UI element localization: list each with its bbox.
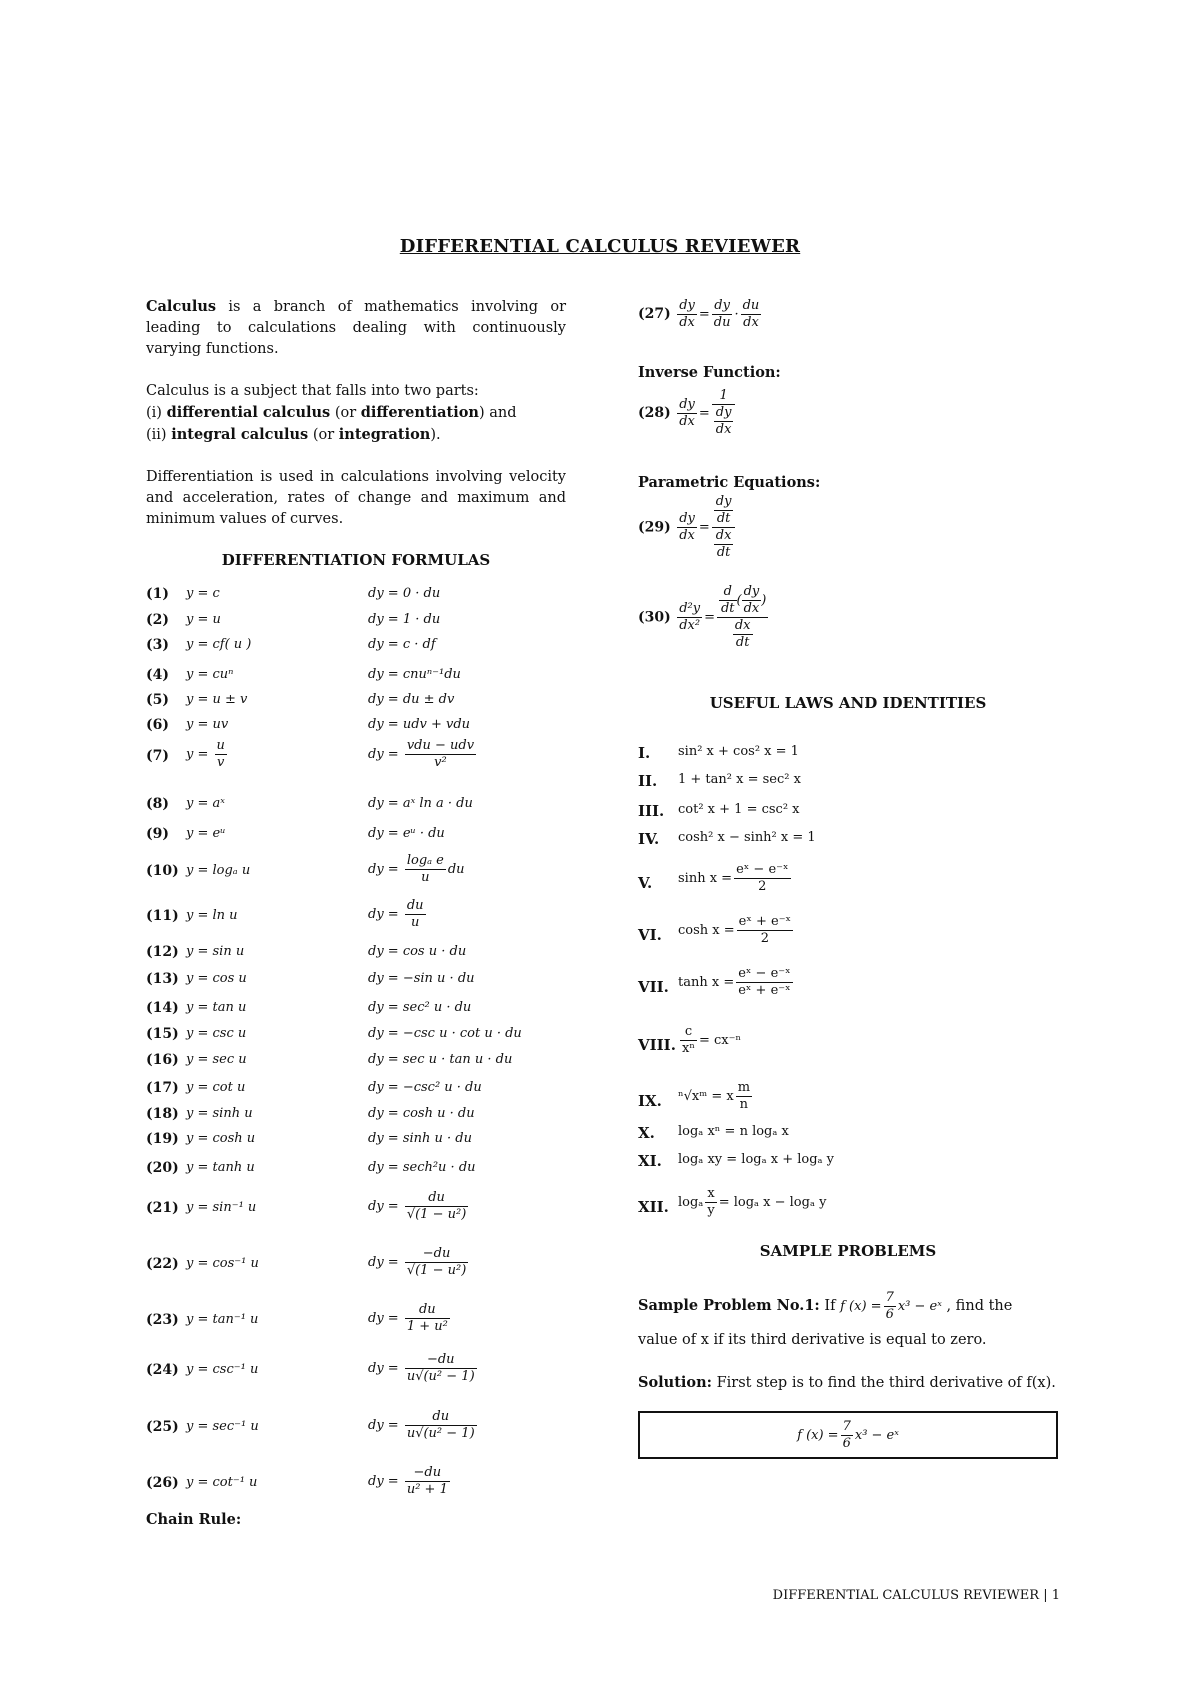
identity-expression [678, 862, 793, 895]
identity-expression: logₐ xy = logₐ x + logₐ y [678, 1152, 835, 1167]
formula-lhs: y = cot u [186, 1080, 246, 1095]
intro-text-2: Calculus is a subject that falls into two parts: [146, 383, 479, 399]
frac-num: eˣ − e⁻ˣ [736, 862, 789, 877]
identity-number: IV. [638, 830, 660, 848]
formula-rhs: dy = sec u · tan u · du [368, 1052, 513, 1067]
identity-rhs: = cx⁻ⁿ [698, 1033, 742, 1048]
frac-den: eˣ + e⁻ˣ [738, 983, 791, 998]
sample-fx: f (x) = [840, 1299, 882, 1314]
identity-rhs: = logₐ x − logₐ y [718, 1195, 827, 1210]
identity-number: V. [638, 874, 653, 892]
intro-paragraph-2 [146, 381, 566, 446]
identity-expression [678, 966, 795, 999]
frac-den: u√(u² − 1) [406, 1369, 475, 1384]
samples-heading: SAMPLE PROBLEMS [759, 1242, 937, 1260]
frac-num: logₐ e [406, 853, 444, 868]
frac-num: 1 [712, 388, 736, 405]
formula-rhs: dy = aˣ ln a · du [368, 796, 473, 811]
frac-num: u [216, 738, 225, 753]
frac-num: c [680, 1024, 697, 1041]
sample-label: Sample Problem No.1: [638, 1297, 820, 1314]
part-i-prefix: (i) [146, 405, 167, 421]
formula-rhs: dy = c · df [368, 637, 436, 652]
formula-lhs: y = tan⁻¹ u [186, 1312, 259, 1327]
frac-num: −du [405, 1246, 468, 1263]
identity-lhs: ⁿ√xᵐ = x [678, 1089, 734, 1104]
formula-27: (27) $\frac{dy}{dx}$ = $\frac{dy}{du}$ · $\frac{du}{dx}$ [638, 298, 760, 330]
frac-den: 2 [760, 931, 769, 946]
sample-text-b: , find the [941, 1298, 1013, 1314]
identity-expression: cot² x + 1 = csc² x [678, 802, 800, 817]
frac-den: dx [679, 413, 695, 429]
frac-num: dx [734, 618, 751, 633]
part-ii-term2: integration [338, 426, 431, 443]
identity-number: VII. [638, 978, 669, 996]
formula-rhs: dy = cos u · du [368, 944, 467, 959]
solution-label: Solution: [638, 1374, 712, 1391]
formula-number: (9) [146, 826, 169, 842]
formula-lhs: y = sinh u [186, 1106, 253, 1121]
boxed-lhs: f (x) = [797, 1428, 839, 1443]
identity-lhs: logₐ [678, 1195, 704, 1210]
formula-number: (26) [146, 1475, 179, 1491]
formula-lhs: y = u [186, 612, 221, 627]
formula-number: (17) [146, 1080, 179, 1096]
frac-num: d [719, 584, 737, 601]
formula-rhs-tail: du [447, 862, 465, 877]
identity-expression [678, 914, 795, 947]
intro-paragraph-3: Differentiation is used in calculations involving velocity and acceleration, rates of change and maximum and minimum values of curves. [146, 469, 566, 527]
intro-text-1: is a branch of mathematics involving or leading to calculations dealing with continuously varying functions. [146, 299, 566, 357]
formula-lhs: y = ln u [186, 908, 238, 923]
formula-rhs: dy = −csc u · cot u · du [368, 1026, 522, 1041]
formula-number: (28) [638, 405, 671, 421]
identity-lhs: cosh x = [678, 923, 735, 938]
formulas-heading: DIFFERENTIATION FORMULAS [221, 551, 491, 569]
identity-expression [678, 1186, 826, 1219]
identity-expression: cosh² x − sinh² x = 1 [678, 830, 816, 845]
frac-num: vdu − udv [406, 738, 475, 753]
formula-rhs: dy = cosh u · du [368, 1106, 475, 1121]
formula-rhs: dy = $\frac{du}{\text{u√(u² − 1)}}$ [368, 1409, 475, 1441]
formula-lhs: y = tanh u [186, 1160, 255, 1175]
formula-rhs: dy = $\frac{-du}{\text{√(1 − u²)}}$ [368, 1246, 467, 1278]
parametric-label: Parametric Equations: [638, 474, 821, 491]
formula-number: (19) [146, 1131, 179, 1147]
formula-lhs: y = logₐ u [186, 863, 251, 878]
frac-num: 7 [842, 1419, 851, 1434]
formula-lhs: y = tan u [186, 1000, 247, 1015]
formula-rhs: dy = $\frac{du}{\text{√(1 − u²)}}$ [368, 1190, 467, 1222]
boxed-equation [638, 1411, 1058, 1459]
formula-number: (10) [146, 863, 179, 879]
frac-den: 2 [758, 879, 767, 894]
frac-den: u [410, 915, 420, 930]
formula-lhs: y = sec u [186, 1052, 247, 1067]
formula-rhs: dy = sec² u · du [368, 1000, 472, 1015]
frac-den: dx [743, 601, 760, 616]
formula-number: (27) [638, 306, 671, 322]
frac-den: u² + 1 [406, 1482, 448, 1497]
formula-lhs: y = cuⁿ [186, 667, 234, 682]
frac-den: y [707, 1203, 715, 1218]
frac-den: dt [716, 511, 731, 526]
formula-rhs: dy = 1 · du [368, 612, 441, 627]
identity-lhs: sinh x = [678, 871, 733, 886]
part-i-end: ) and [478, 405, 517, 421]
part-ii-mid: (or [308, 427, 339, 443]
formula-number: (1) [146, 586, 169, 602]
formula-lhs: y = cos u [186, 971, 247, 986]
intro-section [146, 296, 566, 569]
formula-rhs: dy = $\frac{du}{u}$ [368, 898, 424, 930]
formula-number: (24) [146, 1362, 179, 1378]
formula-number: (4) [146, 667, 169, 683]
formula-rhs: dy = $\frac{\text{logₐ e}}{u}$ du [368, 853, 465, 885]
frac-num: eˣ + e⁻ˣ [738, 914, 792, 929]
formula-rhs: dy = eᵘ · du [368, 826, 445, 841]
frac-den: 1 + u² [406, 1319, 448, 1334]
solution-text: First step is to find the third derivative of f(x). [711, 1375, 1056, 1391]
sample-problem-1-line2: value of x if its third derivative is equal to zero. [638, 1332, 987, 1348]
frac-den: dx [743, 315, 759, 330]
formula-lhs: y = sin u [186, 944, 245, 959]
formula-rhs: dy = $\frac{\text{vdu − udv}}{\text{v²}}$ [368, 738, 475, 770]
frac-num: du [405, 1190, 468, 1207]
part-ii-end: ). [430, 427, 441, 443]
part-ii [146, 424, 566, 446]
formula-number: (18) [146, 1106, 179, 1122]
formula-number: (12) [146, 944, 179, 960]
formula-rhs: dy = $\frac{-du}{\text{u² + 1}}$ [368, 1465, 448, 1497]
identity-number: IX. [638, 1092, 662, 1110]
frac-num: dy [715, 494, 732, 509]
formula-rhs: dy = $\frac{-du}{\text{u√(u² − 1)}}$ [368, 1352, 475, 1384]
frac-den: v [217, 755, 225, 770]
formula-rhs: dy = $\frac{du}{\text{1 + u²}}$ [368, 1302, 448, 1334]
frac-num: −du [405, 1352, 477, 1369]
formula-number: (2) [146, 612, 169, 628]
formula-lhs: y = cot⁻¹ u [186, 1475, 258, 1490]
frac-num: dy [679, 298, 695, 313]
formula-lhs: y = eᵘ [186, 826, 226, 841]
sample-fx-tail: x³ − eˣ [897, 1299, 942, 1314]
solution-line [638, 1372, 1056, 1394]
frac-num: dy [715, 405, 732, 420]
inverse-function-label: Inverse Function: [638, 364, 781, 381]
part-ii-term: integral calculus [171, 426, 309, 443]
frac-den: v² [434, 755, 447, 770]
formula-lhs: y = aˣ [186, 796, 225, 811]
intro-paragraph-1 [146, 296, 566, 360]
frac-den: dx [679, 528, 695, 543]
part-i-mid: (or [330, 405, 361, 421]
frac-num: du [742, 298, 760, 313]
formula-number: (3) [146, 637, 169, 653]
frac-num: dy [679, 511, 695, 526]
frac-den: dt [720, 601, 735, 616]
frac-den: 6 [885, 1307, 894, 1322]
formula-lhs: y = u ± v [186, 692, 248, 707]
identity-expression: logₐ xⁿ = n logₐ x [678, 1124, 789, 1139]
sample-problem-1 [638, 1290, 1078, 1323]
page-title: DIFFERENTIAL CALCULUS REVIEWER [399, 236, 801, 257]
identity-expression: sin² x + cos² x = 1 [678, 744, 799, 759]
frac-num: d²y [679, 601, 701, 616]
identity-expression: 1 + tan² x = sec² x [678, 772, 801, 787]
chain-rule-label: Chain Rule: [146, 1511, 242, 1528]
frac-den: dt [716, 545, 731, 560]
formula-number: (30) [638, 609, 671, 626]
identity-expression [678, 1024, 741, 1057]
part-ii-prefix: (ii) [146, 427, 172, 443]
frac-den: √(1 − u²) [406, 1207, 467, 1222]
formula-number: (14) [146, 1000, 179, 1016]
frac-num: −du [405, 1465, 450, 1482]
formula-rhs: dy = sech²u · du [368, 1160, 476, 1175]
identity-number: VIII. [638, 1036, 676, 1054]
formula-lhs: y = csc u [186, 1026, 247, 1041]
frac-num: x [705, 1186, 716, 1203]
formula-lhs: y = c [186, 586, 220, 601]
frac-den: dt [735, 635, 750, 650]
formula-number: (11) [146, 908, 179, 924]
formula-number: (16) [146, 1052, 179, 1068]
frac-den: dx [715, 422, 732, 437]
formula-number: (22) [146, 1256, 179, 1272]
formula-lhs: y = sec⁻¹ u [186, 1419, 259, 1434]
frac-den: xⁿ [682, 1041, 695, 1056]
formula-number: (8) [146, 796, 169, 812]
formula-number: (13) [146, 971, 179, 987]
page-footer: DIFFERENTIAL CALCULUS REVIEWER | 1 [772, 1588, 1060, 1603]
formula-rhs: dy = cnuⁿ⁻¹du [368, 667, 461, 682]
calculus-term: Calculus [146, 298, 217, 315]
frac-num: du [406, 898, 424, 913]
sample-text: If [819, 1298, 841, 1314]
frac-num: m [737, 1080, 751, 1095]
frac-den: u√(u² − 1) [406, 1426, 475, 1441]
formula-rhs: dy = sinh u · du [368, 1131, 472, 1146]
frac-num: eˣ − e⁻ˣ [738, 966, 791, 981]
frac-den: n [739, 1097, 749, 1112]
formula-number: (6) [146, 717, 169, 733]
formula-29: (29) $\frac{dy}{dx}$ = $\frac{\frac{dy}{dt}}{\frac{dx}{dt}}$ [638, 494, 737, 561]
frac-num: dx [715, 528, 732, 543]
frac-den: dx [679, 315, 695, 330]
identity-number: II. [638, 772, 658, 790]
identity-number: I. [638, 744, 651, 762]
identity-number: VI. [638, 926, 662, 944]
identity-number: XI. [638, 1152, 662, 1170]
formula-lhs: y = sin⁻¹ u [186, 1200, 257, 1215]
frac-num: 7 [885, 1290, 894, 1305]
formula-rhs: dy = −csc² u · du [368, 1080, 482, 1095]
identity-lhs: tanh x = [678, 975, 735, 990]
formula-28: (28) $\frac{dy}{dx}$ = $\frac{1}{\frac{dy}{dx}}$ [638, 388, 737, 438]
formula-lhs: y = csc⁻¹ u [186, 1362, 259, 1377]
boxed-expr [640, 1419, 1056, 1452]
frac-num: dy [679, 396, 695, 412]
frac-den: dx² [679, 618, 701, 633]
formula-number: (20) [146, 1160, 179, 1176]
formula-lhs: y = uv [186, 717, 229, 732]
identity-number: III. [638, 802, 665, 820]
formula-lhs: y = cf( u ) [186, 637, 252, 652]
formula-number: (25) [146, 1419, 179, 1435]
part-i [146, 402, 566, 424]
identity-number: X. [638, 1124, 655, 1142]
laws-heading: USEFUL LAWS AND IDENTITIES [709, 694, 987, 712]
formula-number: (21) [146, 1200, 179, 1216]
frac-num: du [405, 1302, 450, 1319]
identity-number: XII. [638, 1198, 669, 1216]
formula-rhs: dy = 0 · du [368, 586, 441, 601]
formula-number: (7) [146, 748, 169, 764]
identity-expression [678, 1080, 754, 1113]
boxed-tail: x³ − eˣ [854, 1428, 899, 1443]
formula-rhs: dy = du ± dv [368, 692, 455, 707]
formula-number: (5) [146, 692, 169, 708]
formula-number: (23) [146, 1312, 179, 1328]
frac-den: √(1 − u²) [406, 1263, 467, 1278]
formula-lhs: y = $\frac{u}{v}$ [186, 738, 225, 770]
formula-30: (30) $\frac{\text{d²y}}{\text{dx²}}$ = $\frac{d}{dt}$ ( $\frac{dy}{dx}$ ) $\frac{dx}{dt}$ [638, 584, 767, 650]
part-i-term: differential calculus [166, 404, 331, 421]
frac-num: dy [712, 298, 733, 315]
formula-lhs: y = cos⁻¹ u [186, 1256, 259, 1271]
frac-num: dy [743, 584, 760, 599]
frac-den: u [421, 870, 430, 885]
frac-num: du [405, 1409, 477, 1426]
formula-number: (29) [638, 519, 671, 536]
frac-den: 6 [842, 1436, 851, 1451]
formula-lhs: y = cosh u [186, 1131, 256, 1146]
frac-den: du [713, 315, 731, 330]
part-i-term2: differentiation [360, 404, 479, 421]
formula-rhs: dy = −sin u · du [368, 971, 475, 986]
formula-number: (15) [146, 1026, 179, 1042]
formula-rhs: dy = udv + vdu [368, 717, 471, 732]
